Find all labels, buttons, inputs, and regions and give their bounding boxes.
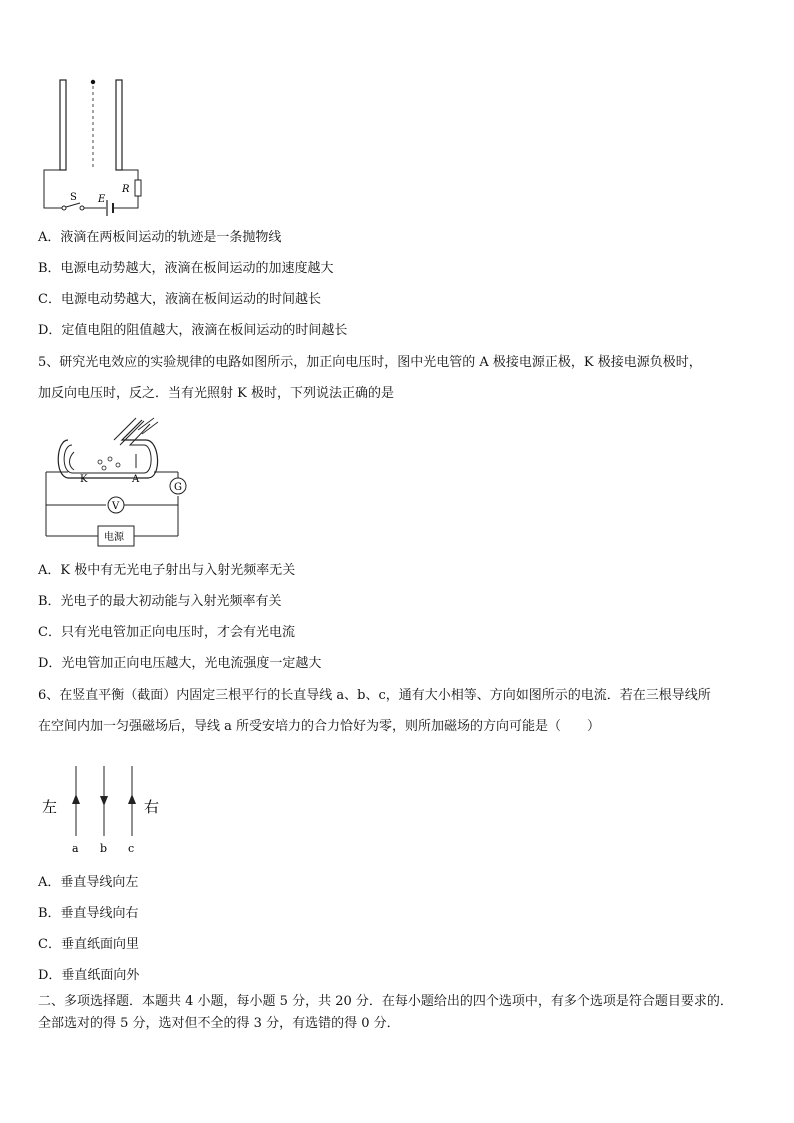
q5-stem-line2: 加反向电压时，反之．当有光照射 K 极时，下列说法正确的是 bbox=[38, 386, 394, 401]
q5-option-c: C．只有光电管加正向电压时，才会有光电流 bbox=[38, 625, 295, 640]
q4-option-c: C．电源电动势越大，液滴在板间运动的时间越长 bbox=[38, 292, 321, 307]
q6-option-b: B．垂直导线向右 bbox=[38, 906, 139, 921]
section2-line1: 二、多项选择题．本题共 4 小题，每小题 5 分，共 20 分．在每小题给出的四个选项中，有多个选项是符合题目要求的． bbox=[38, 994, 733, 1009]
figure-photoelectric-circuit bbox=[38, 412, 198, 552]
label-s: S bbox=[70, 192, 77, 203]
label-g: G bbox=[174, 482, 182, 493]
q5-stem-line1: 5、研究光电效应的实验规律的电路如图所示，加正向电压时，图中光电管的 A 极接电源正极，K 极接电源负极时， bbox=[38, 355, 702, 370]
q4-option-a: A．液滴在两板间运动的轨迹是一条抛物线 bbox=[38, 230, 282, 245]
label-c-wire: c bbox=[128, 842, 135, 855]
figure-three-wires bbox=[38, 760, 178, 860]
q4-option-b: B．电源电动势越大，液滴在板间运动的加速度越大 bbox=[38, 261, 334, 276]
label-power: 电源 bbox=[104, 532, 124, 543]
label-a: A bbox=[132, 474, 140, 485]
label-right: 右 bbox=[144, 798, 160, 816]
q6-stem-line1: 6、在竖直平衡（截面）内固定三根平行的长直导线 a、b、c，通有大小相等、方向如图所示的电流．若在三根导线所 bbox=[38, 688, 711, 703]
section2-line2: 全部选对的得 5 分，选对但不全的得 3 分，有选错的得 0 分． bbox=[38, 1016, 400, 1031]
label-a-wire: a bbox=[72, 842, 79, 855]
q5-option-b: B．光电子的最大初动能与入射光频率有关 bbox=[38, 594, 282, 609]
q5-option-d: D．光电管加正向电压越大，光电流强度一定越大 bbox=[38, 656, 322, 671]
q4-option-d: D．定值电阻的阻值越大，液滴在板间运动的时间越长 bbox=[38, 323, 348, 338]
q6-option-c: C．垂直纸面向里 bbox=[38, 937, 139, 952]
label-v: V bbox=[112, 501, 120, 512]
label-k: K bbox=[80, 474, 88, 485]
figure-parallel-plates-circuit bbox=[38, 76, 148, 216]
q5-option-a: A．K 极中有无光电子射出与入射光频率无关 bbox=[38, 563, 296, 578]
label-e: E bbox=[98, 194, 106, 205]
label-b-wire: b bbox=[100, 842, 108, 855]
q6-option-a: A．垂直导线向左 bbox=[38, 875, 139, 890]
label-r: R bbox=[122, 184, 130, 195]
q6-option-d: D．垂直纸面向外 bbox=[38, 968, 140, 983]
label-left: 左 bbox=[42, 798, 58, 816]
q6-stem-line2: 在空间内加一匀强磁场后，导线 a 所受安培力的合力恰好为零，则所加磁场的方向可能是（ ） bbox=[38, 719, 601, 734]
